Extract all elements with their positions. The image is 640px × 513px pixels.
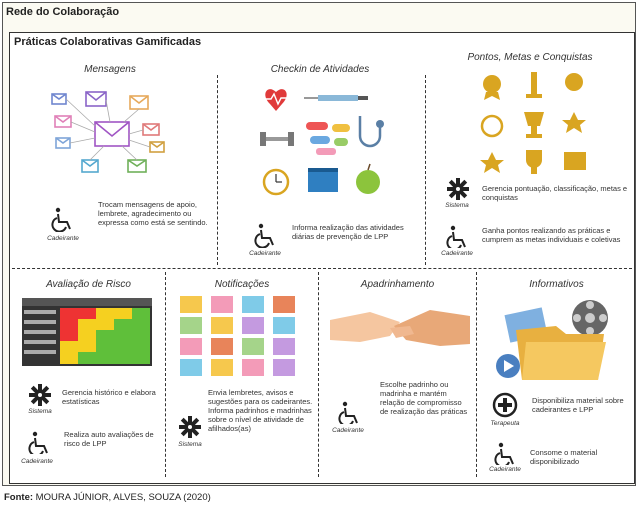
system-gear-icon <box>28 383 52 407</box>
panel-title: Apadrinhamento <box>360 279 435 290</box>
sticky-note <box>180 296 202 313</box>
panel-title: Avaliação de Risco <box>46 279 131 290</box>
role-label: Cadeirante <box>249 250 281 257</box>
panel-description: Realiza auto avaliações de risco de LPP <box>64 430 154 448</box>
role-label: Cadeirante <box>332 427 364 434</box>
wheelchair-icon <box>337 400 361 424</box>
panel-title: Notificações <box>214 279 270 290</box>
sticky-note <box>273 338 295 355</box>
role-label: Cadeirante <box>441 250 473 257</box>
sticky-note <box>242 359 264 376</box>
sticky-note <box>242 296 264 313</box>
handshake-icon <box>330 296 470 366</box>
wheelchair-icon <box>445 224 469 248</box>
sticky-note <box>211 338 233 355</box>
plus-circle-icon <box>492 392 518 418</box>
section-title: Práticas Colaborativas Gamificadas <box>14 36 202 48</box>
panel-description: Trocam mensagens de apoio, lembrete, agradecimento ou expressa como está se sentindo. <box>98 200 208 227</box>
sticky-notes-icon <box>180 296 302 378</box>
wheelchair-icon <box>27 430 51 454</box>
panel-description: Informa realização das atividades diárias de prevenção de LPP <box>292 223 404 241</box>
role-label: Terapeuta <box>490 420 520 427</box>
role-label: Sistema <box>178 441 202 448</box>
panel-title: Pontos, Metas e Conquistas <box>467 52 593 63</box>
source-citation <box>4 492 211 503</box>
source-text: MOURA JÚNIOR, ALVES, SOUZA (2020) <box>35 492 211 503</box>
sticky-note <box>242 338 264 355</box>
sticky-note <box>273 317 295 334</box>
sticky-note <box>242 317 264 334</box>
panel-description: Disponibiliza material sobre cadeirantes e LPP <box>532 396 624 414</box>
panel-title: Informativos <box>529 279 584 290</box>
source-label: Fonte: <box>4 492 34 503</box>
media-folder-icon <box>486 296 616 384</box>
divider <box>318 272 319 477</box>
sticky-note <box>273 359 295 376</box>
sticky-note <box>180 359 202 376</box>
sticky-note <box>273 296 295 313</box>
panel-description: Gerencia pontuação, classificação, metas e conquistas <box>482 184 628 202</box>
panel-description: Gerencia histórico e elabora estatísticas <box>62 388 156 406</box>
figure-title: Rede do Colaboração <box>6 6 120 18</box>
sticky-note <box>211 296 233 313</box>
health-activities-icon <box>258 84 388 202</box>
divider <box>476 272 477 477</box>
sticky-note <box>180 338 202 355</box>
sticky-note <box>180 317 202 334</box>
role-label: Cadeirante <box>47 235 79 242</box>
system-gear-icon <box>446 177 470 201</box>
divider <box>217 75 218 265</box>
panel-description: Ganha pontos realizando as práticas e cumprem as metas individuais e coletivas <box>482 226 621 244</box>
wheelchair-icon <box>493 441 517 465</box>
role-label: Sistema <box>28 408 52 415</box>
sticky-note <box>211 317 233 334</box>
panel-description: Consome o material disponibilizado <box>530 448 598 466</box>
role-label: Cadeirante <box>21 458 53 465</box>
divider <box>425 75 426 265</box>
role-label: Cadeirante <box>489 466 521 473</box>
panel-title: Mensagens <box>84 64 136 75</box>
divider <box>12 268 632 269</box>
panel-title: Checkin de Atividades <box>270 64 370 75</box>
trophies-medals-icon <box>474 68 594 176</box>
risk-matrix-icon <box>22 298 152 366</box>
role-label: Sistema <box>445 202 469 209</box>
sticky-note <box>211 359 233 376</box>
system-gear-icon <box>178 415 202 439</box>
panel-description: Escolhe padrinho ou madrinha e mantém relação de compromisso de realização das práticas <box>380 380 468 416</box>
wheelchair-icon <box>253 222 279 248</box>
envelopes-icon <box>40 80 190 185</box>
panel-description: Envia lembretes, avisos e sugestões para os cadeirantes. Informa padrinhos e madrinhas sobre o nível de atividade de afilhados(as) <box>208 388 313 433</box>
wheelchair-icon <box>50 206 76 232</box>
